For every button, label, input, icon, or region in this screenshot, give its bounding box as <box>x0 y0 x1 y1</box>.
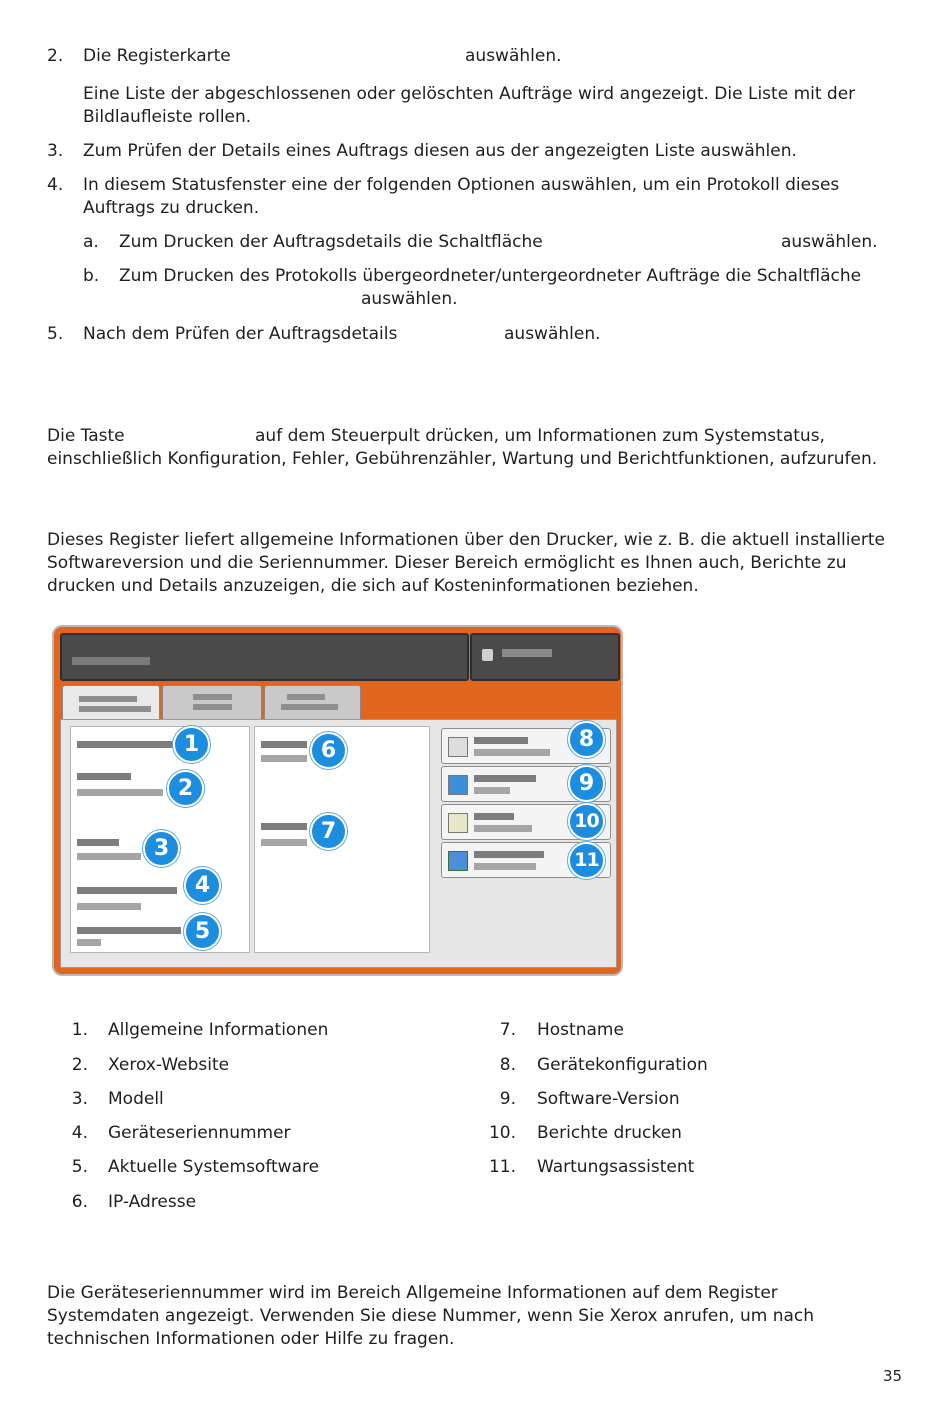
callout-badge: 7 <box>310 813 347 850</box>
substep-text: Zum Drucken des Protokolls übergeordneter/untergeordneter Aufträge die Schaltfläche <box>119 266 862 286</box>
callout-badge: 4 <box>184 867 221 904</box>
legend-label: Aktuelle Systemsoftware <box>108 1157 320 1177</box>
paragraph-text: Die Taste <box>47 426 125 446</box>
tab-third <box>264 685 361 720</box>
step-text: Zum Prüfen der Details eines Auftrags diesen aus der angezeigten Liste auswählen. <box>83 141 797 161</box>
system-data-screenshot <box>54 627 621 974</box>
step-description: Eine Liste der abgeschlossenen oder gelöschten Aufträge wird angezeigt. Die Liste mit der <box>83 84 856 104</box>
substep-letter: a. <box>83 232 99 252</box>
legend-label: Wartungsassistent <box>537 1157 695 1177</box>
paragraph-text: auf dem Steuerpult drücken, um Informationen zum Systemstatus, <box>255 426 825 446</box>
legend-label: Software-Version <box>537 1089 680 1109</box>
step-text: Auftrags zu drucken. <box>83 198 260 218</box>
substep-letter: b. <box>83 266 100 286</box>
paragraph-text: technischen Informationen oder Hilfe zu fragen. <box>47 1329 455 1349</box>
callout-badge: 3 <box>143 830 180 867</box>
callout-badge: 9 <box>568 765 605 802</box>
login-area <box>470 633 620 681</box>
paragraph-text: einschließlich Konfiguration, Fehler, Gebührenzähler, Wartung und Berichtfunktionen, aufzurufen. <box>47 449 878 469</box>
legend-number: 10. <box>488 1123 516 1143</box>
legend-label: Xerox-Website <box>108 1055 230 1075</box>
legend-number: 4. <box>71 1123 88 1143</box>
legend-label: Hostname <box>537 1020 624 1040</box>
screen-header <box>60 633 469 681</box>
step-text: auswählen. <box>465 46 562 66</box>
substep-text: Zum Drucken der Auftragsdetails die Schaltfläche <box>119 232 543 252</box>
callout-badge: 2 <box>167 770 204 807</box>
step-number: 4. <box>47 175 64 195</box>
legend-number: 1. <box>71 1020 88 1040</box>
step-description: Bildlaufleiste rollen. <box>83 107 252 127</box>
step-text: Nach dem Prüfen der Auftragsdetails <box>83 324 398 344</box>
legend-number: 5. <box>71 1157 88 1177</box>
legend-label: Allgemeine Informationen <box>108 1020 329 1040</box>
callout-badge: 6 <box>310 732 347 769</box>
step-number: 3. <box>47 141 64 161</box>
lock-icon <box>482 649 493 661</box>
substep-text: auswählen. <box>781 232 878 252</box>
callout-badge: 5 <box>184 913 221 950</box>
tab-system-data <box>62 685 160 722</box>
legend-number: 6. <box>71 1192 88 1212</box>
paragraph-text: drucken und Details anzuzeigen, die sich auf Kosteninformationen beziehen. <box>47 576 699 596</box>
callout-badge: 11 <box>568 842 605 879</box>
step-number: 2. <box>47 46 64 66</box>
legend-number: 9. <box>499 1089 516 1109</box>
callout-badge: 1 <box>173 726 210 763</box>
legend-number: 11. <box>488 1157 516 1177</box>
step-number: 5. <box>47 324 64 344</box>
legend-number: 2. <box>71 1055 88 1075</box>
paragraph-text: Die Geräteseriennummer wird im Bereich Allgemeine Informationen auf dem Register <box>47 1283 778 1303</box>
legend-number: 7. <box>499 1020 516 1040</box>
legend-label: IP-Adresse <box>108 1192 197 1212</box>
substep-text: auswählen. <box>361 289 458 309</box>
paragraph-text: Dieses Register liefert allgemeine Informationen über den Drucker, wie z. B. die aktuell installierte <box>47 530 885 550</box>
callout-badge: 10 <box>568 803 605 840</box>
callout-badge: 8 <box>568 721 605 758</box>
legend-number: 3. <box>71 1089 88 1109</box>
legend-number: 8. <box>499 1055 516 1075</box>
legend-label: Modell <box>108 1089 164 1109</box>
tab-second <box>162 685 262 720</box>
legend-label: Geräteseriennummer <box>108 1123 291 1143</box>
paragraph-text: Softwareversion und die Seriennummer. Dieser Bereich ermöglicht es Ihnen auch, Berichte zu <box>47 553 847 573</box>
legend-label: Berichte drucken <box>537 1123 682 1143</box>
step-text: Die Registerkarte <box>83 46 231 66</box>
paragraph-text: Systemdaten angezeigt. Verwenden Sie diese Nummer, wenn Sie Xerox anrufen, um nach <box>47 1306 815 1326</box>
page-number: 35 <box>883 1367 903 1385</box>
legend-label: Gerätekonfiguration <box>537 1055 708 1075</box>
step-text: auswählen. <box>504 324 601 344</box>
step-text: In diesem Statusfenster eine der folgenden Optionen auswählen, um ein Protokoll dieses <box>83 175 840 195</box>
